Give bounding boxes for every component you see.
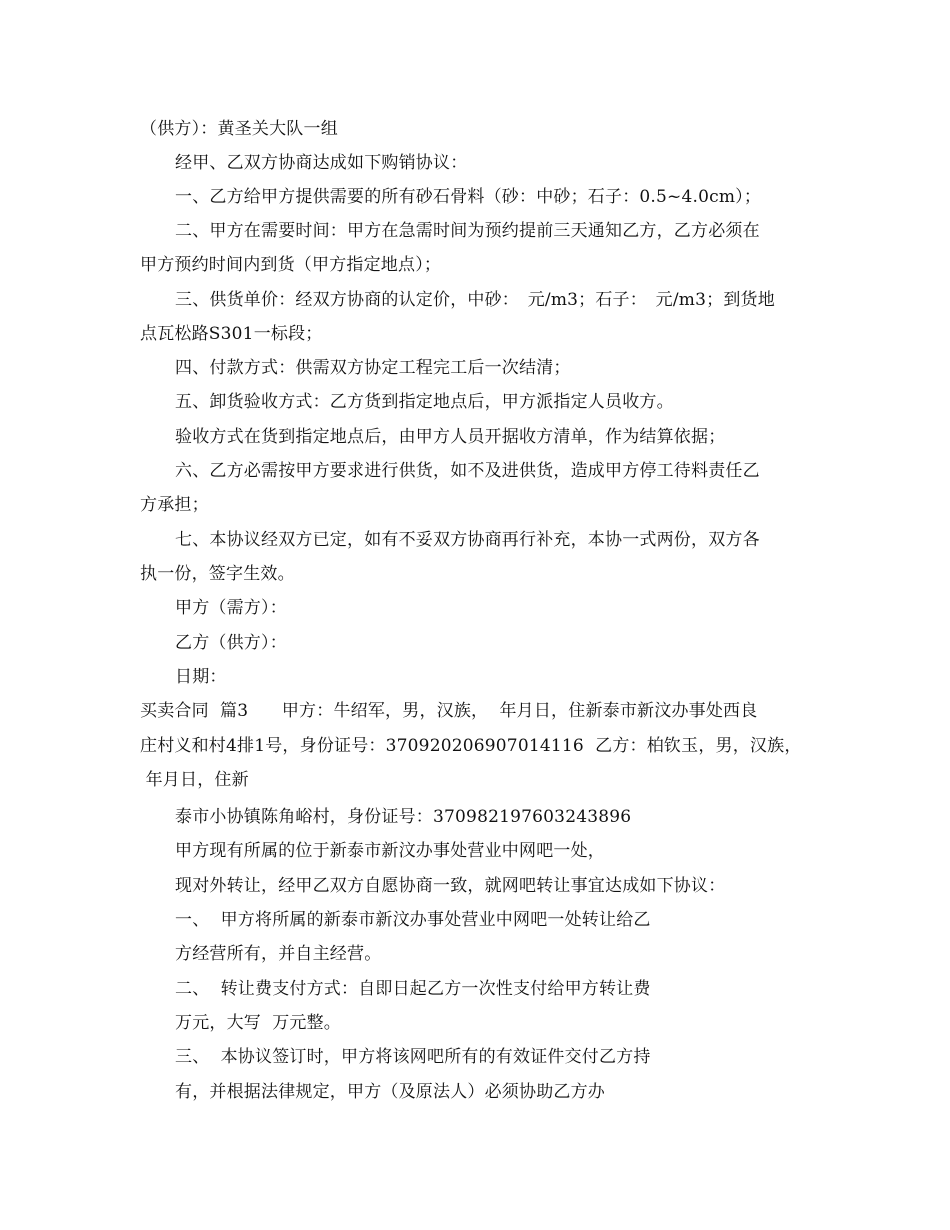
text-line: 买卖合同 篇3 甲方：牛绍军，男，汉族， 年月日，住新泰市新汶办事处西良 [140,701,758,721]
text-line: 三、 本协议签订时，甲方将该网吧所有的有效证件交付乙方持 [175,1047,651,1067]
text-line: 四、付款方式：供需双方协定工程完工后一次结清； [175,358,571,378]
text-line: 泰市小协镇陈角峪村，身份证号：370982197603243896 [175,807,632,827]
text-line: 点瓦松路S301一标段； [140,324,323,344]
text-line: 年月日，住新 [140,770,249,790]
text-line: 三、供货单价：经双方协商的认定价，中砂： 元/m3；石子： 元/m3；到货地 [175,290,775,310]
text-line: 验收方式在货到指定地点后，由甲方人员开据收方清单，作为结算依据； [175,427,726,447]
text-line: 五、卸货验收方式：乙方货到指定地点后，甲方派指定人员收方。 [175,392,674,412]
text-line: 乙方（供方）： [175,633,287,653]
text-line: 万元，大写 万元整。 [175,1013,342,1033]
text-line: 甲方（需方）： [175,598,287,618]
text-line: 庄村义和村4排1号，身份证号：370920206907014116 乙方：柏钦玉，男，汉族， [140,736,802,756]
text-line: 执一份，签字生效。 [140,564,295,584]
text-line: 七、本协议经双方已定，如有不妥双方协商再行补充，本协一式两份，双方各 [175,530,760,550]
text-line: 二、 转让费支付方式：自即日起乙方一次性支付给甲方转让费 [175,979,651,999]
text-line: 甲方预约时间内到货（甲方指定地点）； [140,255,442,275]
text-line: 现对外转让，经甲乙双方自愿协商一致，就网吧转让事宜达成如下协议： [175,876,726,896]
text-line: 方经营所有，并自主经营。 [175,944,382,964]
text-line: 六、乙方必需按甲方要求进行供货，如不及进供货，造成甲方停工待料责任乙 [175,461,760,481]
text-line: （供方）：黄圣关大队一组 [140,119,338,139]
text-line: 日期： [175,667,227,687]
text-line: 有，并根据法律规定，甲方（及原法人）必须协助乙方办 [175,1082,605,1102]
text-line: 方承担； [140,495,209,515]
text-line: 甲方现有所属的位于新泰市新汶办事处营业中网吧一处， [175,841,605,861]
text-line: 经甲、乙双方协商达成如下购销协议： [175,153,468,173]
text-line: 二、甲方在需要时间：甲方在急需时间为预约提前三天通知乙方，乙方必须在 [175,221,760,241]
text-line: 一、 甲方将所属的新泰市新汶办事处营业中网吧一处转让给乙 [175,910,651,930]
text-line: 一、乙方给甲方提供需要的所有砂石骨料（砂：中砂；石子：0.5~4.0cm）； [175,187,762,207]
